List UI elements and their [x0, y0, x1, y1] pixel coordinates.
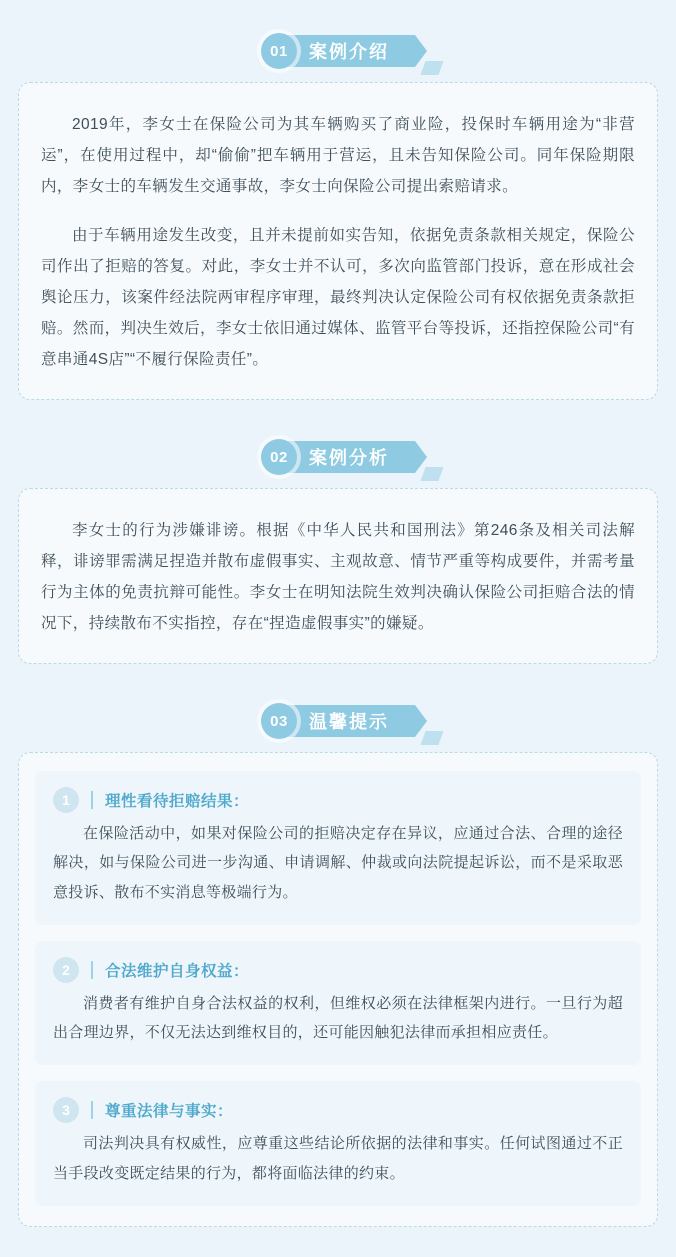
- section-header-2: [18, 426, 658, 488]
- tip-divider-icon: [91, 961, 93, 979]
- tip-item: [35, 771, 641, 925]
- section-title-plate-2: [283, 441, 415, 473]
- tip-body: 在保险活动中，如果对保险公司的拒赔决定存在异议，应通过合法、合理的途径解决，如与保险公司进一步沟通、申请调解、仲裁或向法院提起诉讼，而不是采取恶意投诉、散布不实消息等极端行为。: [53, 825, 623, 901]
- ribbon-tail-2: [420, 467, 443, 481]
- section-title-plate-3: [283, 705, 415, 737]
- section-card-2: [18, 488, 658, 664]
- tip-header: [53, 957, 623, 983]
- tip-item: [35, 941, 641, 1066]
- tip-header: [53, 1097, 623, 1123]
- spacer: [18, 664, 658, 690]
- section-title-2: 案例分析: [309, 448, 389, 468]
- section-title-plate-1: [283, 35, 415, 67]
- section-number-badge-1: 01: [261, 33, 297, 69]
- tip-divider-icon: [91, 791, 93, 809]
- section-number-badge-3: 03: [261, 703, 297, 739]
- section-card-3: [18, 752, 658, 1227]
- paragraph: 2019年，李女士在保险公司为其车辆购买了商业险，投保时车辆用途为“非营运”，在使用过程中，却“偷偷”把车辆用于营运，且未告知保险公司。同年保险期限内，李女士的车辆发生交通事故，李女士向保险公司提出索赔请求。: [41, 116, 635, 195]
- tip-number-badge: 2: [53, 957, 79, 983]
- tip-body: 消费者有维护自身合法权益的权利，但维权必须在法律框架内进行。一旦行为超出合理边界，不仅无法达到维权目的，还可能因触犯法律而承担相应责任。: [53, 994, 623, 1041]
- section-card-1: [18, 82, 658, 400]
- section-header-inner-3: [261, 703, 415, 739]
- ribbon-tail-3: [420, 731, 443, 745]
- tip-body: 司法判决具有权威性，应尊重这些结论所依据的法律和事实。任何试图通过不正当手段改变既定结果的行为，都将面临法律的约束。: [53, 1135, 623, 1182]
- paragraph: 李女士的行为涉嫌诽谤。根据《中华人民共和国刑法》第246条及相关司法解释，诽谤罪需满足捏造并散布虚假事实、主观故意、情节严重等构成要件，并需考量行为主体的免责抗辩可能性。李女士在明知法院生效判决确认保险公司拒赔合法的情况下，持续散布不实指控，存在“捏造虚假事实”的嫌疑。: [41, 522, 635, 632]
- section-header-inner-2: [261, 439, 415, 475]
- tip-title: 合法维护自身权益：: [105, 962, 250, 980]
- top-spacer: [18, 0, 658, 20]
- section-title-1: 案例介绍: [309, 42, 389, 62]
- paragraph: 由于车辆用途发生改变，且并未提前如实告知，依据免责条款相关规定，保险公司作出了拒赔的答复。对此，李女士并不认可，多次向监管部门投诉，意在形成社会舆论压力，该案件经法院两审程序审理，最终判决认定保险公司有权依据免责条款拒赔。然而，判决生效后，李女士依旧通过媒体、监管平台等投诉，还指控保险公司“有意串通4S店”“不履行保险责任”。: [41, 227, 635, 368]
- ribbon-tail-1: [420, 61, 443, 75]
- tip-item: [35, 1081, 641, 1206]
- section-number-badge-2: 02: [261, 439, 297, 475]
- tip-number-badge: 3: [53, 1097, 79, 1123]
- spacer: [18, 400, 658, 426]
- tip-divider-icon: [91, 1101, 93, 1119]
- tip-title: 理性看待拒赔结果：: [105, 793, 250, 810]
- section-title-3: 温馨提示: [309, 712, 389, 732]
- tip-header: [53, 787, 623, 813]
- tip-title: 尊重法律与事实：: [105, 1103, 234, 1121]
- section-header-3: [18, 690, 658, 752]
- section-header-inner-1: [261, 33, 415, 69]
- section-header-1: [18, 20, 658, 82]
- tip-number-badge: 1: [53, 787, 79, 813]
